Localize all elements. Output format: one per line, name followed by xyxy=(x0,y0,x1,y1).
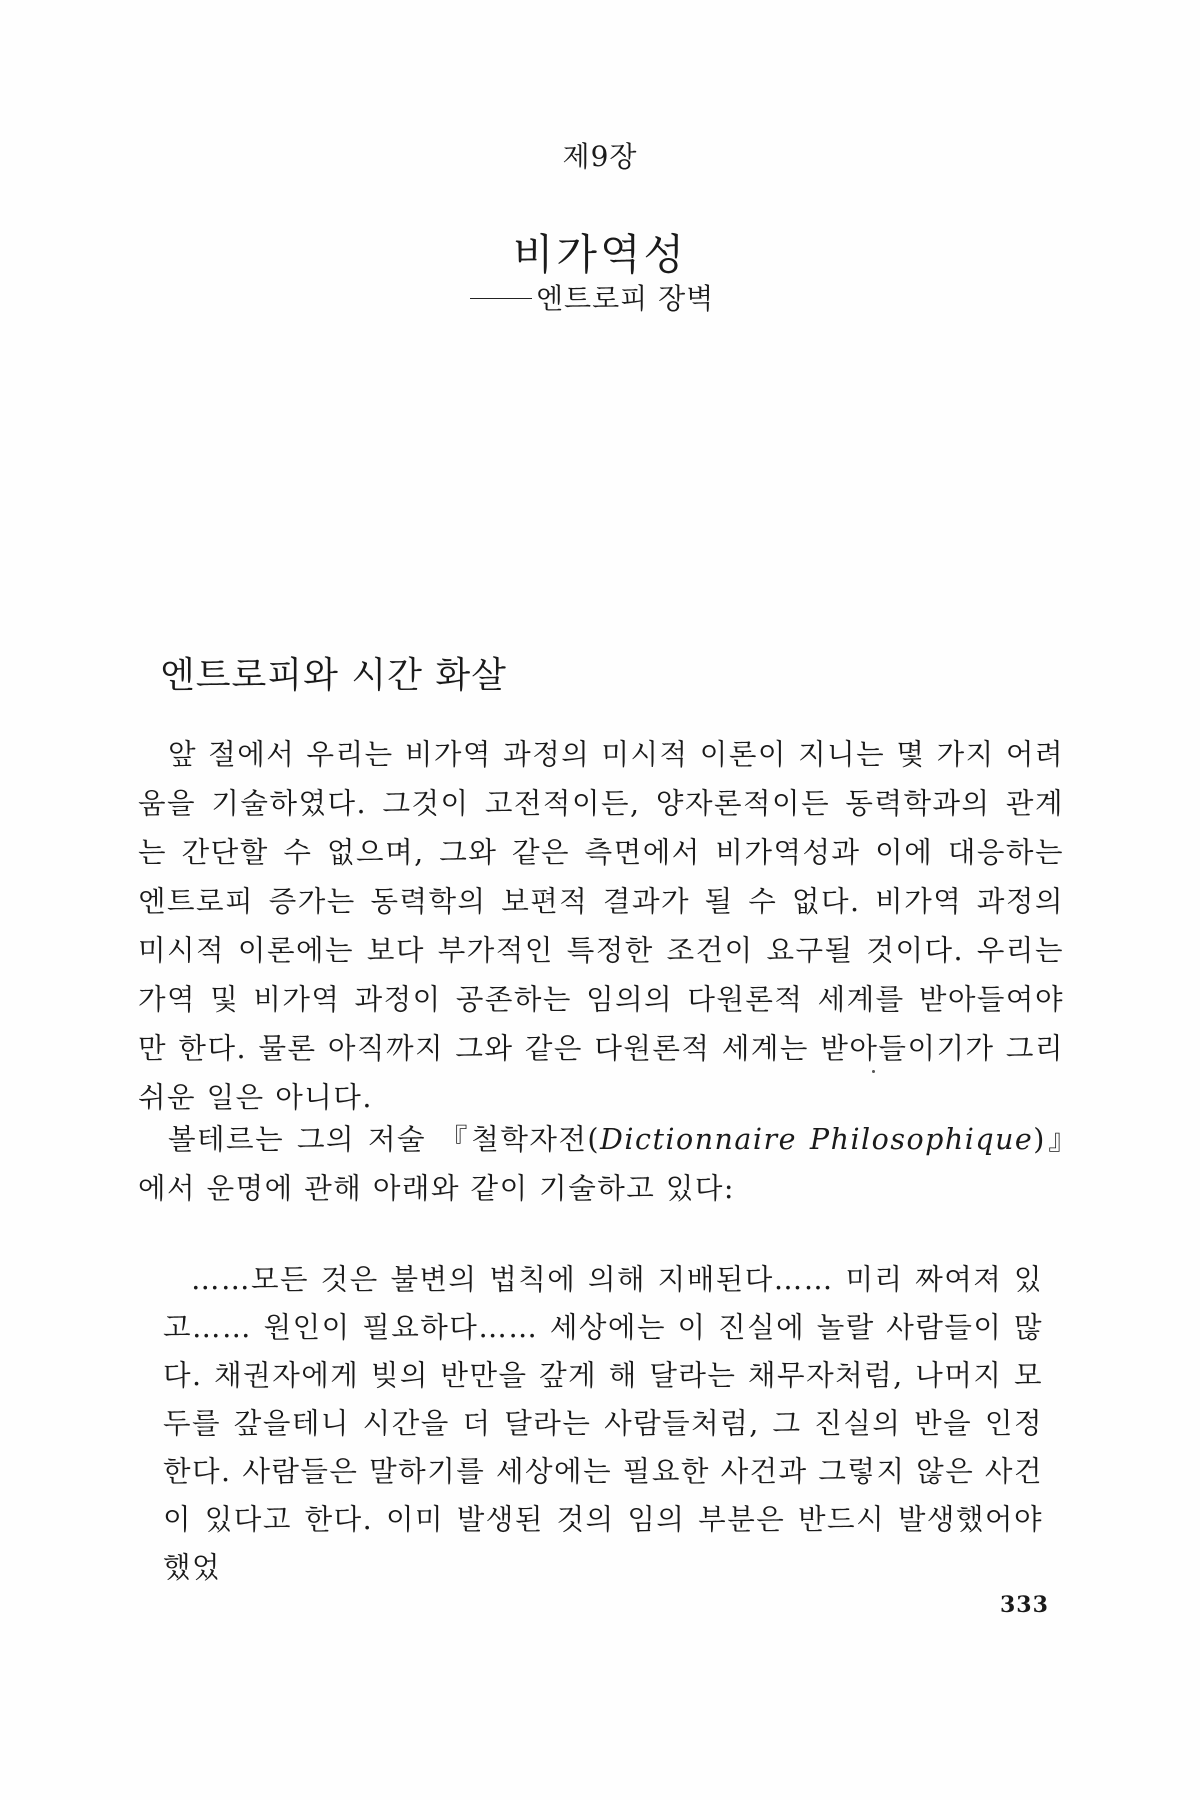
book-title-italic: Dictionnaire Philosophique xyxy=(600,1123,1034,1156)
section-heading: 엔트로피와 시간 화살 xyxy=(160,655,507,696)
chapter-title: 비가역성 xyxy=(512,230,688,279)
chapter-subtitle xyxy=(470,277,714,317)
page-number: 333 xyxy=(1000,1592,1049,1618)
em-dash-rule xyxy=(470,298,532,299)
paragraph-2-text-before: 볼테르는 그의 저술 『철학자전( xyxy=(168,1123,601,1156)
body-paragraph-1: 앞 절에서 우리는 비가역 과정의 미시적 이론이 지니는 몇 가지 어려움을 기술하였다. 그것이 고전적이든, 양자론적이든 동력학과의 관계는 간단할 수 없으며, 그와 같은 측면에서 비가역성과 이에 대응하는 엔트로피 증가는 동력학의 보편적 결과가 될 수 없다. 비가역 과정의 미시적 이론에는 보다 부가적인 특정한 조건이 요구될 것이다. 우리는 가역 및 비가역 과정이 공존하는 임의의 다원론적 세계를 받아들여야만 한다. 물론 아직까지 그와 같은 다원론적 세계는 받아들이기가 그리 쉬운 일은 아니다. xyxy=(138,738,1064,1114)
paragraph-2-text-after: )』에서 운명에 관해 아래와 같이 기술하고 있다: xyxy=(138,1123,1065,1205)
chapter-label: 제9장 xyxy=(562,140,638,173)
body-paragraph-2 xyxy=(138,1115,1064,1213)
block-quote: ……모든 것은 불변의 법칙에 의해 지배된다…… 미리 짜여져 있고…… 원인이 필요하다…… 세상에는 이 진실에 놀랄 사람들이 많다. 채권자에게 빚의 반만을 갚게 해 달라는 채무자처럼, 나머지 모두를 갚을테니 시간을 더 달라는 사람들처럼, 그 진실의 반을 인정한다. 사람들은 말하기를 세상에는 필요한 사건과 그렇지 않은 사건이 있다고 한다. 이미 발생된 것의 임의 부분은 반드시 발생했어야 했었 xyxy=(163,1263,1043,1584)
scan-speck xyxy=(872,1070,875,1073)
chapter-subtitle-text: 엔트로피 장벽 xyxy=(536,282,715,315)
